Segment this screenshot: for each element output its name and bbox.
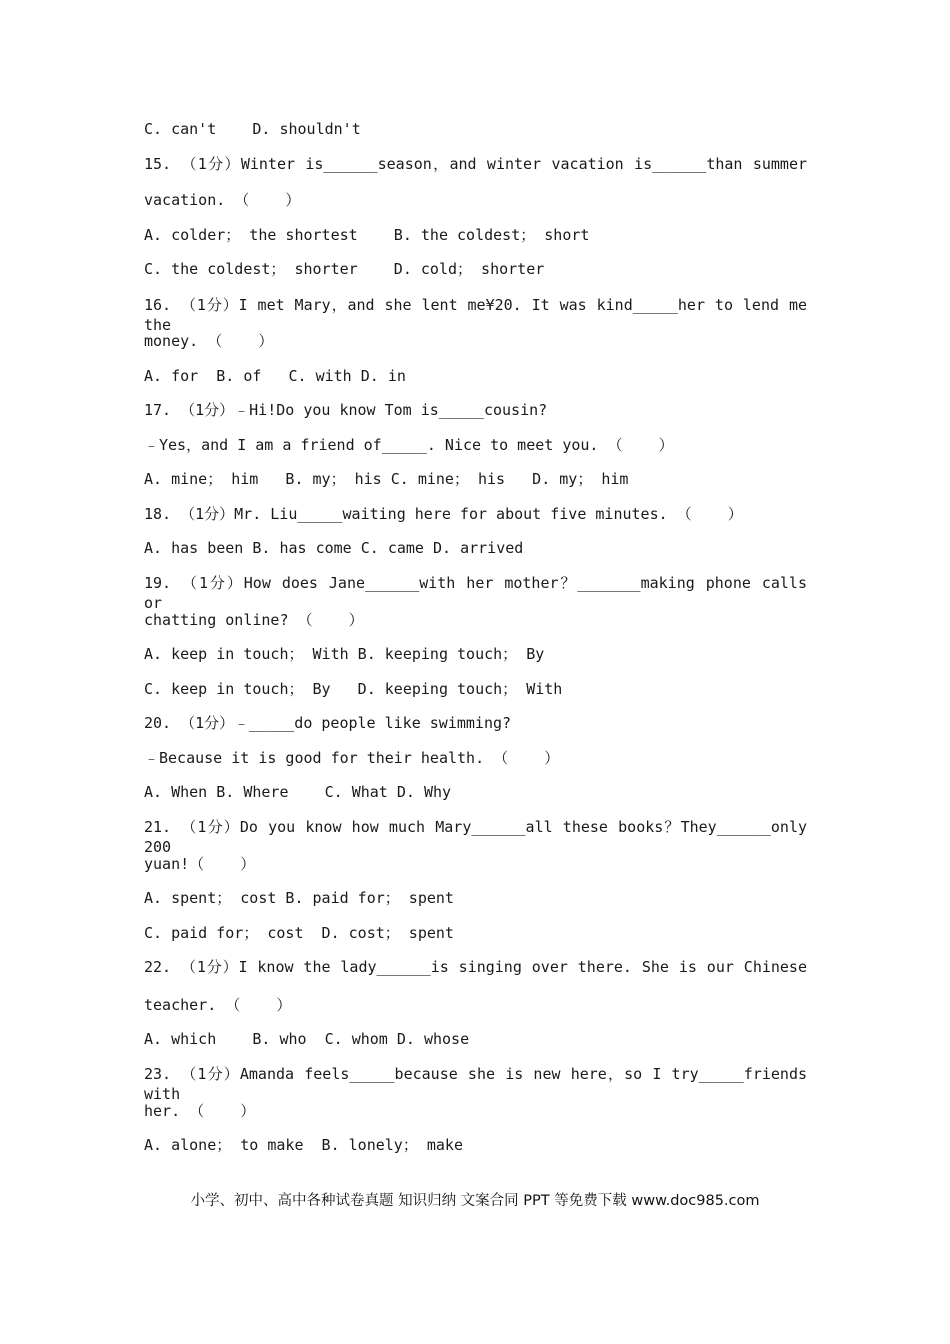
option-line: A. colder； the shortest B. the coldest； short <box>144 226 590 244</box>
question-17: 17. （1分）﹣Hi!Do you know Tom is_____cousin? <box>144 401 548 419</box>
question-18: 18. （1分）Mr. Liu_____waiting here for about five minutes. （ ） <box>144 505 743 523</box>
text-line: teacher. （ ） <box>144 996 292 1014</box>
text-line: yuan!（ ） <box>144 855 256 873</box>
text-line: money. （ ） <box>144 332 274 350</box>
question-16: 16. （1分）I met Mary，and she lent me¥20. It was kind_____her to lend me the <box>144 296 807 334</box>
text-line: C. can't D. shouldn't <box>144 120 361 138</box>
question-23: 23. （1分）Amanda feels_____because she is new here，so I try_____friends with <box>144 1065 807 1103</box>
text-line: her. （ ） <box>144 1102 256 1120</box>
option-line: A. for B. of C. with D. in <box>144 367 406 385</box>
option-line: A. When B. Where C. What D. Why <box>144 783 452 801</box>
page-footer: 小学、初中、高中各种试卷真题 知识归纳 文案合同 PPT 等免费下载 www.doc985.com <box>190 1193 760 1209</box>
text-line: ﹣Because it is good for their health. （ ） <box>144 749 560 767</box>
question-20: 20. （1分）﹣_____do people like swimming? <box>144 714 512 732</box>
text-line: ﹣Yes，and I am a friend of_____. Nice to meet you. （ ） <box>144 436 674 454</box>
option-line: A. mine； him B. my； his C. mine； his D. my； him <box>144 470 629 488</box>
option-line: A. has been B. has come C. came D. arrived <box>144 539 524 557</box>
option-line: C. the coldest； shorter D. cold； shorter <box>144 260 545 278</box>
question-19: 19. （1分）How does Jane______with her mother？_______making phone calls or <box>144 574 807 612</box>
text-line: vacation. （ ） <box>144 191 301 209</box>
text-line: chatting online? （ ） <box>144 611 364 629</box>
option-line: A. spent； cost B. paid for； spent <box>144 889 454 907</box>
question-21: 21. （1分）Do you know how much Mary______all these books？They______only 200 <box>144 818 807 856</box>
question-22: 22. （1分）I know the lady______is singing over there. She is our Chinese <box>144 958 807 976</box>
question-15: 15. （1分）Winter is______season，and winter vacation is______than summer <box>144 155 807 173</box>
option-line: C. keep in touch； By D. keeping touch； With <box>144 680 563 698</box>
option-line: A. alone； to make B. lonely； make <box>144 1136 463 1154</box>
option-line: C. paid for； cost D. cost； spent <box>144 924 454 942</box>
option-line: A. keep in touch； With B. keeping touch； By <box>144 645 545 663</box>
option-line: A. which B. who C. whom D. whose <box>144 1030 470 1048</box>
